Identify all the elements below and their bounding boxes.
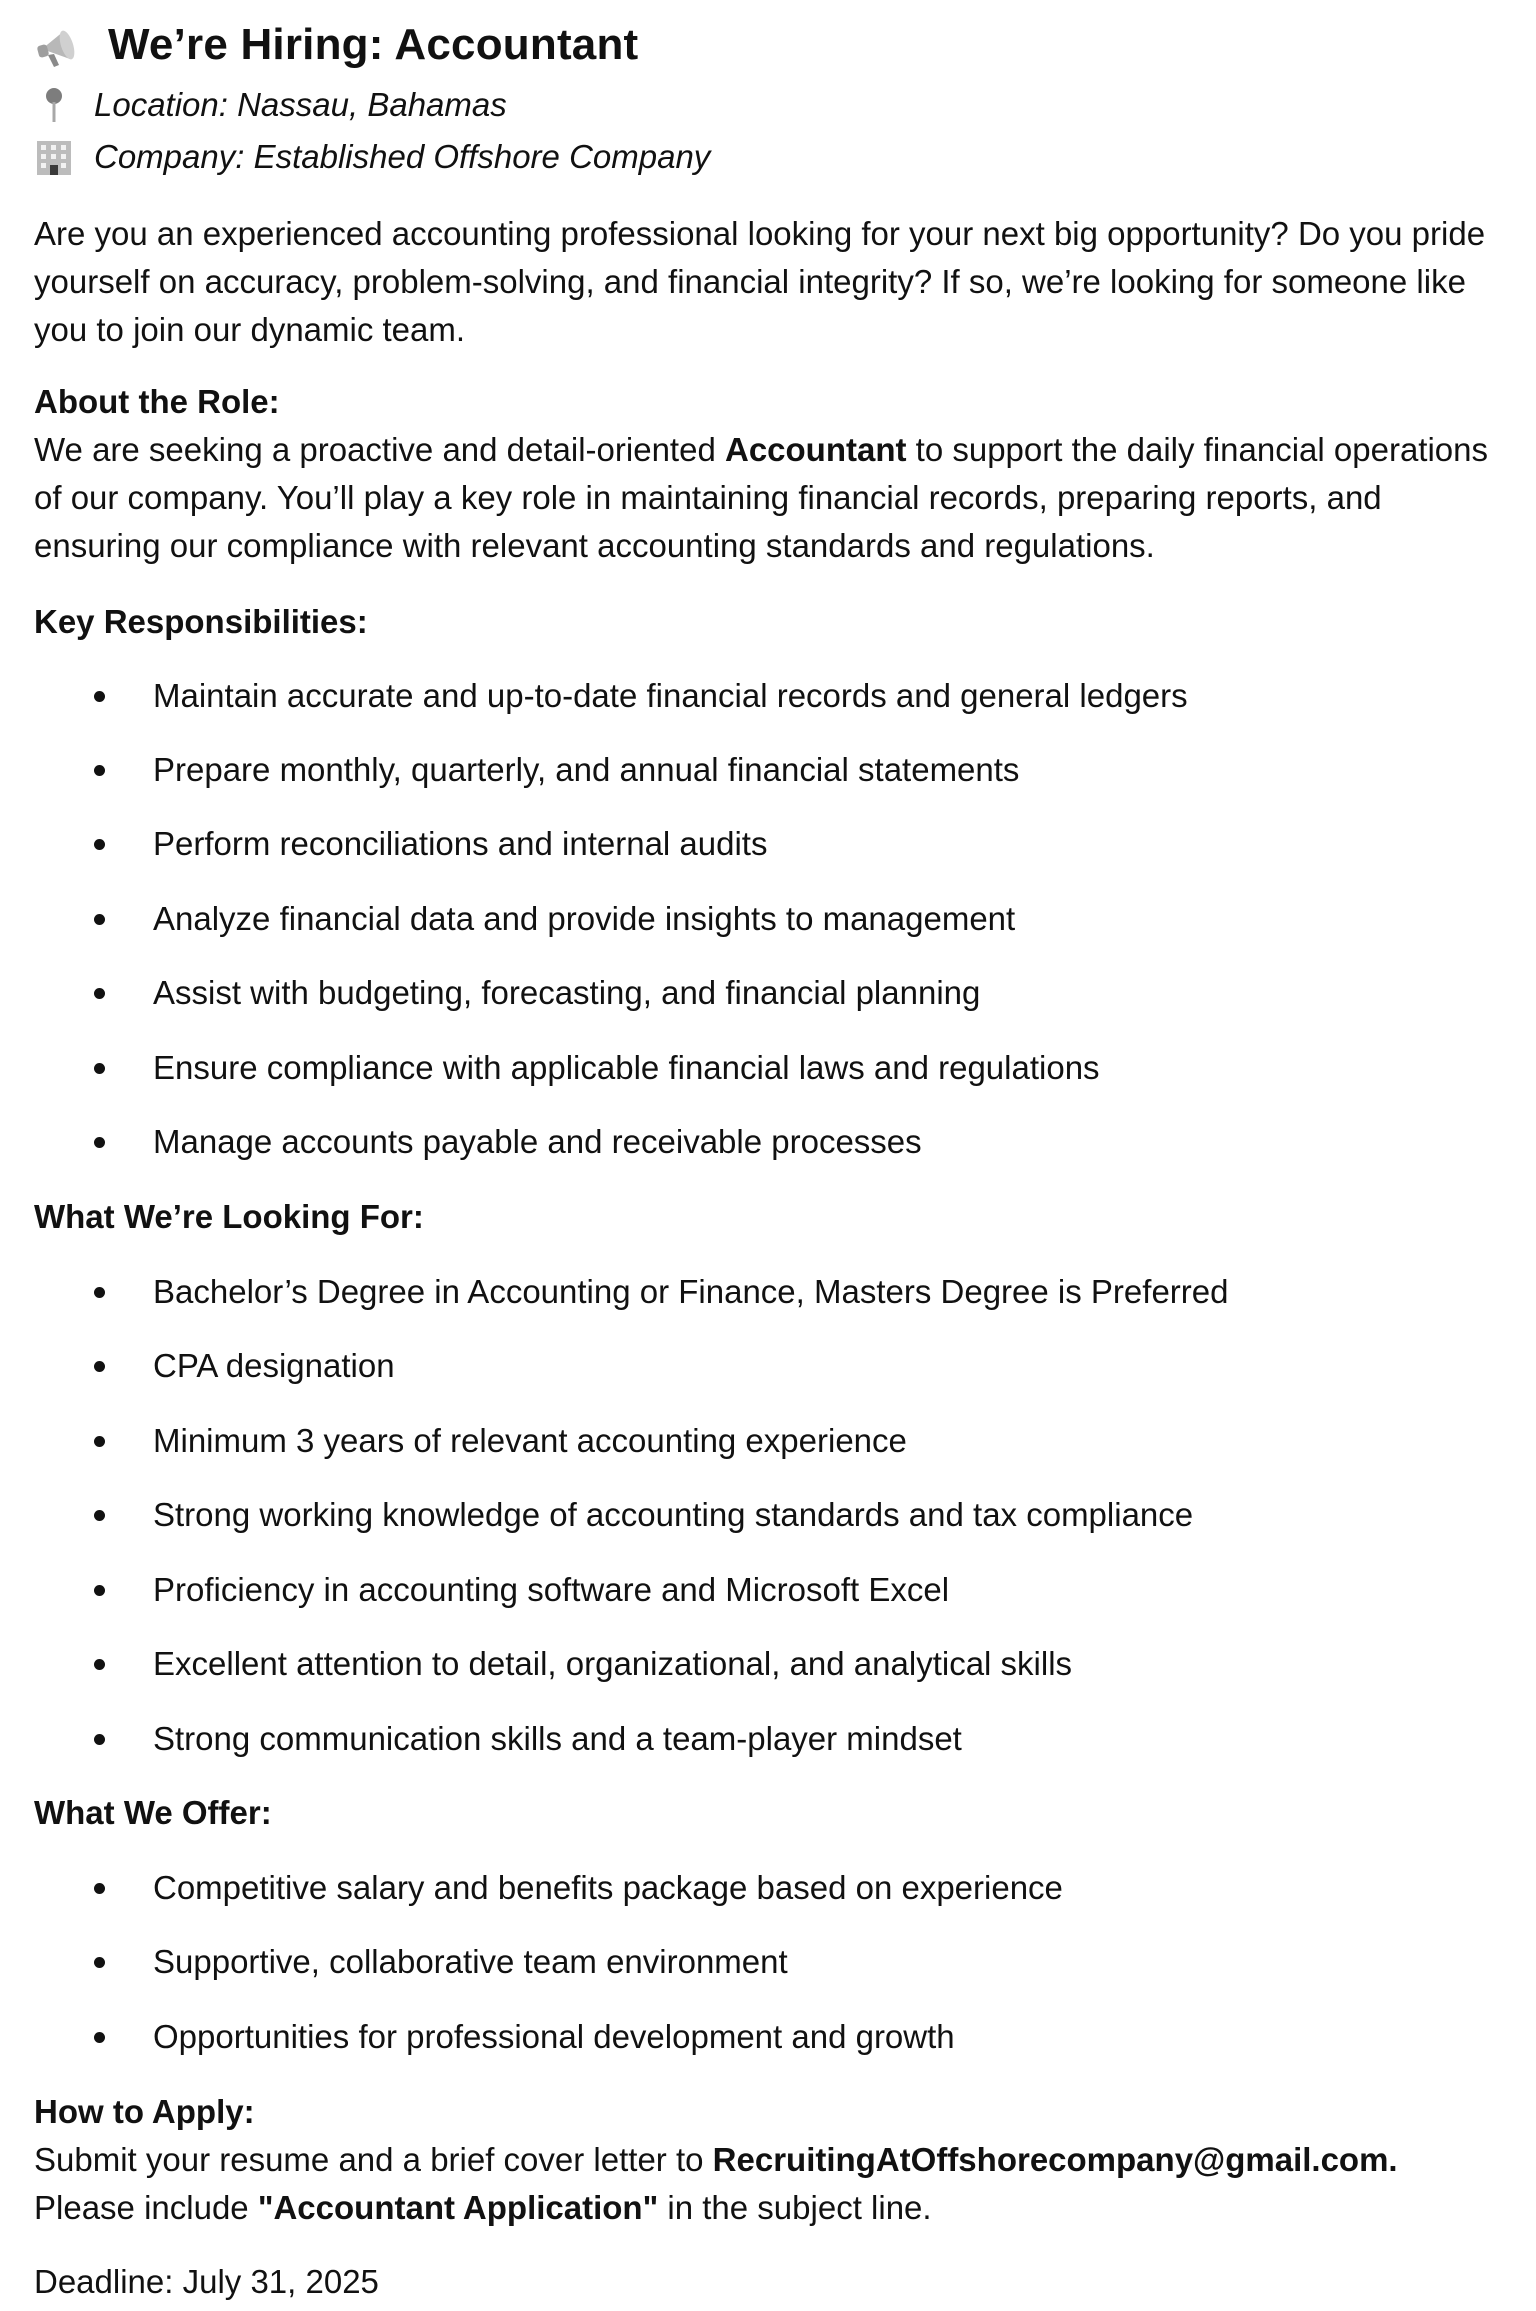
bullet-icon (94, 1659, 105, 1670)
title-row (34, 14, 638, 76)
list-item (34, 1417, 1504, 1465)
deadline-text: Deadline: July 31, 2025 (34, 2263, 379, 2300)
apply-line-1 (34, 2136, 1504, 2184)
apply-heading: How to Apply: (34, 2093, 255, 2130)
about-text-end: to support the daily financial operations of our company. You’ll play a key role in maintaining financial records, preparing reports, and ensuring our compliance with relevant accounting standards and regulations. (34, 431, 1489, 564)
bullet-icon (94, 1361, 105, 1372)
about-paragraph (34, 426, 1504, 570)
apply-text-end: in the subject line. (658, 2189, 932, 2226)
apply-line-2 (34, 2184, 1504, 2232)
bullet-icon (94, 1957, 105, 1968)
company-row (34, 134, 710, 180)
list-item (34, 2013, 1504, 2061)
location-text: Location: Nassau, Bahamas (94, 86, 507, 123)
intro-paragraph: Are you an experienced accounting professional looking for your next big opportunity? Do you pride yourself on accuracy, problem-solving, and financial integrity? If so, we’re looking for someone like you to join our dynamic team. (34, 215, 1486, 348)
bullet-icon (94, 2032, 105, 2043)
list-item-text: Perform reconciliations and internal audits (153, 825, 768, 862)
bullet-icon (94, 1287, 105, 1298)
list-item-text: Proficiency in accounting software and Microsoft Excel (153, 1571, 950, 1608)
list-item (34, 969, 1504, 1017)
apply-subject: "Accountant Application" (257, 2189, 659, 2226)
list-item-text: CPA designation (153, 1347, 395, 1384)
bullet-icon (94, 988, 105, 999)
list-item (34, 1044, 1504, 1092)
list-item (34, 1491, 1504, 1539)
list-item (34, 1268, 1504, 1316)
company-text: Company: Established Offshore Company (94, 138, 711, 175)
list-item (34, 820, 1504, 868)
list-item-text: Maintain accurate and up-to-date financial records and general ledgers (153, 677, 1188, 714)
list-item (34, 746, 1504, 794)
bullet-icon (94, 1063, 105, 1074)
about-heading: About the Role: (34, 383, 280, 420)
list-item-text: Strong communication skills and a team-player mindset (153, 1720, 962, 1757)
bullet-icon (94, 1585, 105, 1596)
bullet-icon (94, 1436, 105, 1447)
list-item-text: Strong working knowledge of accounting standards and tax compliance (153, 1496, 1194, 1533)
list-item-text: Bachelor’s Degree in Accounting or Finance, Masters Degree is Preferred (153, 1273, 1229, 1310)
list-item-text: Supportive, collaborative team environment (153, 1943, 788, 1980)
list-item (34, 1566, 1504, 1614)
round-pushpin-icon (34, 85, 74, 125)
list-item-text: Analyze financial data and provide insights to management (153, 900, 1016, 937)
about-role-name: Accountant (724, 431, 907, 468)
list-item-text: Excellent attention to detail, organizational, and analytical skills (153, 1645, 1073, 1682)
list-item (34, 895, 1504, 943)
megaphone-icon (34, 19, 86, 71)
list-item-text: Ensure compliance with applicable financial laws and regulations (153, 1049, 1100, 1086)
bullet-icon (94, 839, 105, 850)
list-item (34, 1864, 1504, 1912)
responsibilities-heading: Key Responsibilities: (34, 603, 368, 640)
apply-paragraph (34, 2136, 1504, 2232)
list-item (34, 1342, 1504, 1390)
bullet-icon (94, 1734, 105, 1745)
looking-for-heading: What We’re Looking For: (34, 1198, 424, 1235)
apply-text-start: Submit your resume and a brief cover letter to (34, 2141, 713, 2178)
list-item-text: Minimum 3 years of relevant accounting experience (153, 1422, 907, 1459)
apply-email: RecruitingAtOffshorecompany@gmail.com. (712, 2141, 1398, 2178)
list-item-text: Prepare monthly, quarterly, and annual financial statements (153, 751, 1020, 788)
bullet-icon (94, 691, 105, 702)
list-item (34, 1715, 1504, 1763)
list-item-text: Opportunities for professional development and growth (153, 2018, 955, 2055)
list-item (34, 1938, 1504, 1986)
about-text-start: We are seeking a proactive and detail-oriented (34, 431, 725, 468)
list-item (34, 1118, 1504, 1166)
bullet-icon (94, 1137, 105, 1148)
list-item (34, 1640, 1504, 1688)
list-item (34, 672, 1504, 720)
office-building-icon (34, 137, 74, 177)
list-item-text: Assist with budgeting, forecasting, and financial planning (153, 974, 981, 1011)
bullet-icon (94, 914, 105, 925)
location-row (34, 82, 507, 128)
apply-text-include: Please include (34, 2189, 258, 2226)
bullet-icon (94, 1510, 105, 1521)
list-item-text: Competitive salary and benefits package based on experience (153, 1869, 1063, 1906)
offer-heading: What We Offer: (34, 1794, 272, 1831)
list-item-text: Manage accounts payable and receivable processes (153, 1123, 922, 1160)
bullet-icon (94, 765, 105, 776)
bullet-icon (94, 1883, 105, 1894)
page-title: We’re Hiring: Accountant (108, 20, 639, 69)
